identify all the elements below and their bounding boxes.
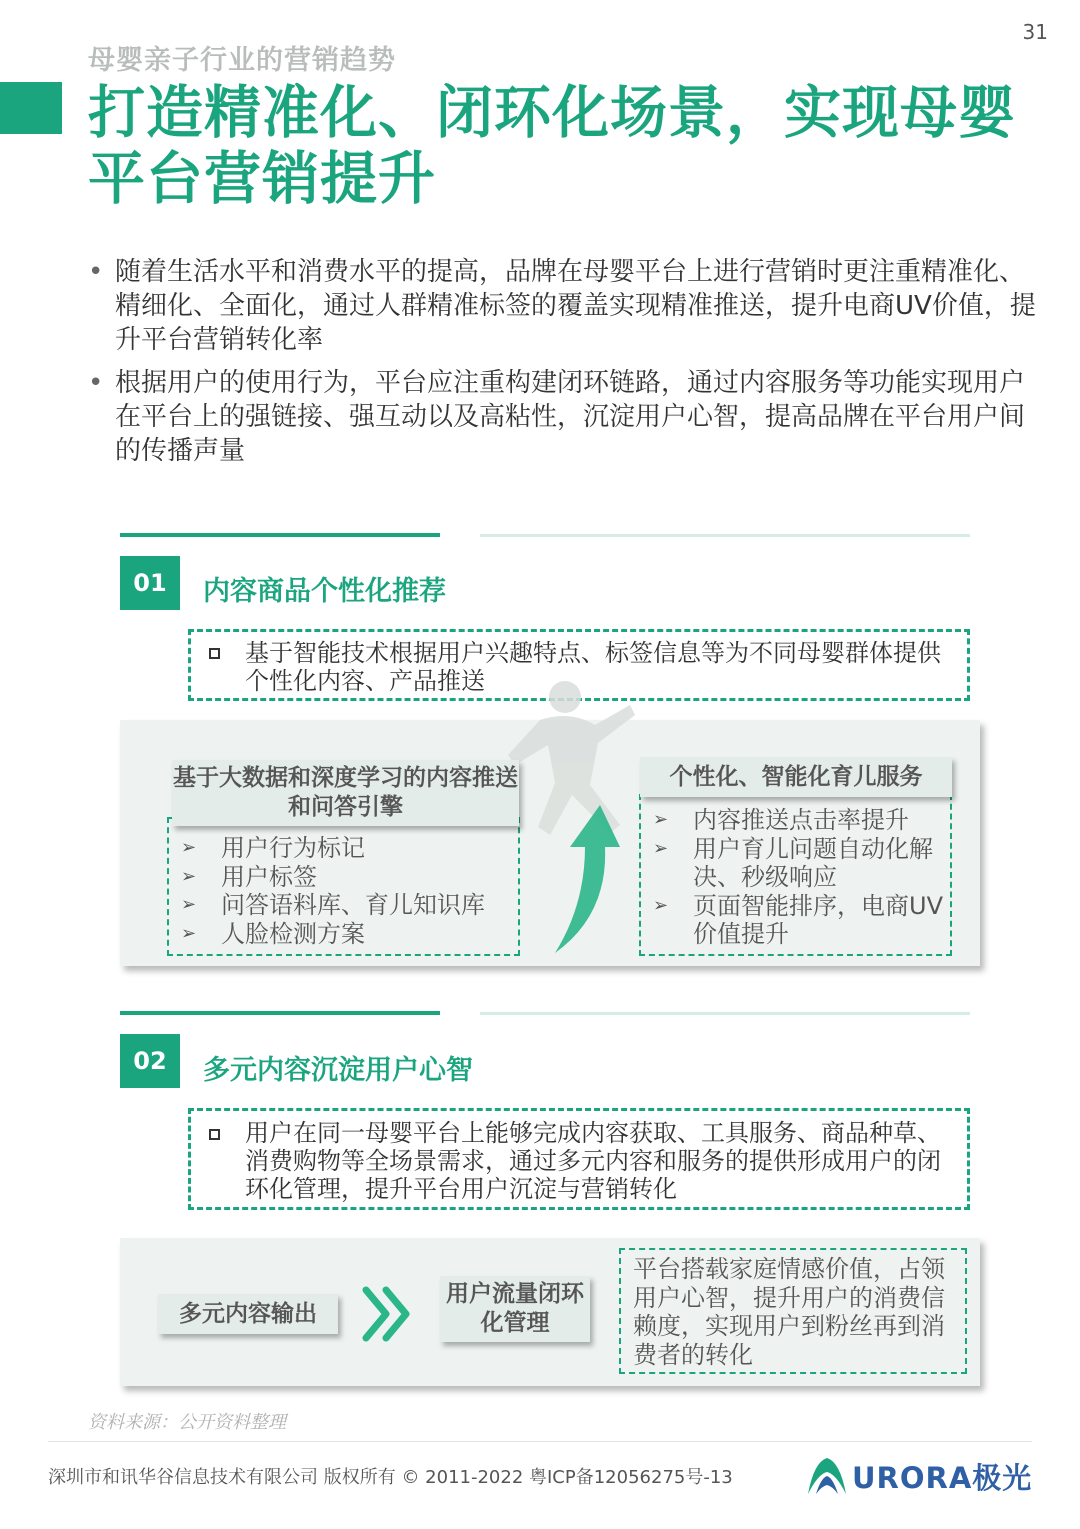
page-number: 31 <box>1022 20 1048 44</box>
title-accent-bar <box>0 82 62 134</box>
section1-right-list <box>641 806 950 949</box>
page-title: 打造精准化、闭环化场景，实现母婴平台营销提升 <box>88 80 1016 212</box>
chevron-right-icon: ➢ <box>181 837 197 858</box>
section1-title: 内容商品个性化推荐 <box>203 576 446 607</box>
bullet-list <box>88 255 1038 477</box>
category-label: 母婴亲子行业的营销趋势 <box>88 45 396 76</box>
list-item: ➢ 页面智能排序，电商UV价值提升 <box>653 891 943 948</box>
section1-right-list-box <box>639 794 952 956</box>
section2-content-output-label: 多元内容输出 <box>158 1294 338 1334</box>
list-item: ➢ 用户育儿问题自动化解决、秒级响应 <box>653 834 933 891</box>
bullet-dot-icon: • <box>88 257 104 287</box>
section2-panel <box>120 1238 980 1386</box>
source-note: 资料来源：公开资料整理 <box>88 1412 286 1433</box>
section1-panel <box>120 720 980 966</box>
square-bullet-icon <box>209 648 220 659</box>
section1-left-list-box <box>167 817 520 956</box>
square-bullet-icon <box>209 1129 220 1140</box>
section1-description: 基于智能技术根据用户兴趣特点、标签信息等为不同母婴群体提供个性化内容、产品推送 <box>245 639 941 695</box>
chevron-right-icon: ➢ <box>181 894 197 915</box>
section1-left-list <box>169 834 518 948</box>
list-item: ➢ 内容推送点击率提升 <box>653 806 909 834</box>
section1-right-label: 个性化、智能化育儿服务 <box>640 757 952 797</box>
chevron-right-icon: ➢ <box>181 865 197 887</box>
chevron-right-icon: ➢ <box>653 894 669 916</box>
section2-result-text: 平台搭载家庭情感价值，占领用户心智，提升用户的消费信赖度，实现用户到粉丝再到消费者的转化 <box>633 1255 945 1369</box>
section2-description: 用户在同一母婴平台上能够完成内容获取、工具服务、商品种草、消费购物等全场景需求，通过多元内容和服务的提供形成用户的闭环化管理，提升平台用户沉淀与营销转化 <box>245 1119 941 1203</box>
chevron-right-icon: ➢ <box>653 809 669 830</box>
section2-number: 02 <box>120 1034 180 1088</box>
list-item: ➢ 问答语料库、育儿知识库 <box>181 891 485 919</box>
section2-description-box <box>188 1108 970 1210</box>
section-divider-dark <box>120 1011 440 1015</box>
aurora-logo-icon <box>806 1456 848 1496</box>
section1-number: 01 <box>120 556 180 610</box>
section2-closed-loop-label: 用户流量闭环化管理 <box>440 1276 590 1342</box>
section-divider-dark <box>120 533 440 537</box>
chevron-right-icon: ➢ <box>181 922 197 944</box>
bullet-item: • 随着生活水平和消费水平的提高，品牌在母婴平台上进行营销时更注重精准化、精细化、全面化，通过人群精准标签的覆盖实现精准推送，提升电商UV价值，提升平台营销转化率 <box>88 257 1036 355</box>
section-divider-light <box>480 534 970 537</box>
section-divider-light <box>480 1012 970 1015</box>
chevron-right-icon: ➢ <box>653 837 669 859</box>
footer-copyright: 深圳市和讯华谷信息技术有限公司 版权所有 © 2011-2022 粤ICP备12056275号-13 <box>48 1467 733 1488</box>
list-item: ➢ 用户标签 <box>181 862 317 891</box>
section2-title: 多元内容沉淀用户心智 <box>203 1055 473 1086</box>
list-item: ➢ 用户行为标记 <box>181 834 365 862</box>
list-item: ➢ 人脸检测方案 <box>181 919 365 948</box>
bullet-dot-icon: • <box>88 368 104 398</box>
section2-result-box <box>619 1248 967 1374</box>
footer-divider <box>48 1441 1032 1442</box>
arrow-right-icon <box>540 805 620 955</box>
double-chevron-right-icon <box>360 1286 414 1342</box>
brand-logo <box>806 1456 1032 1496</box>
brand-name: URORA极光 <box>852 1460 1033 1495</box>
section1-left-label: 基于大数据和深度学习的内容推送和问答引擎 <box>172 760 519 826</box>
bullet-item: • 根据用户的使用行为，平台应注重构建闭环链路，通过内容服务等功能实现用户在平台上的强链接、强互动以及高粘性，沉淀用户心智，提高品牌在平台用户间的传播声量 <box>88 368 1026 466</box>
